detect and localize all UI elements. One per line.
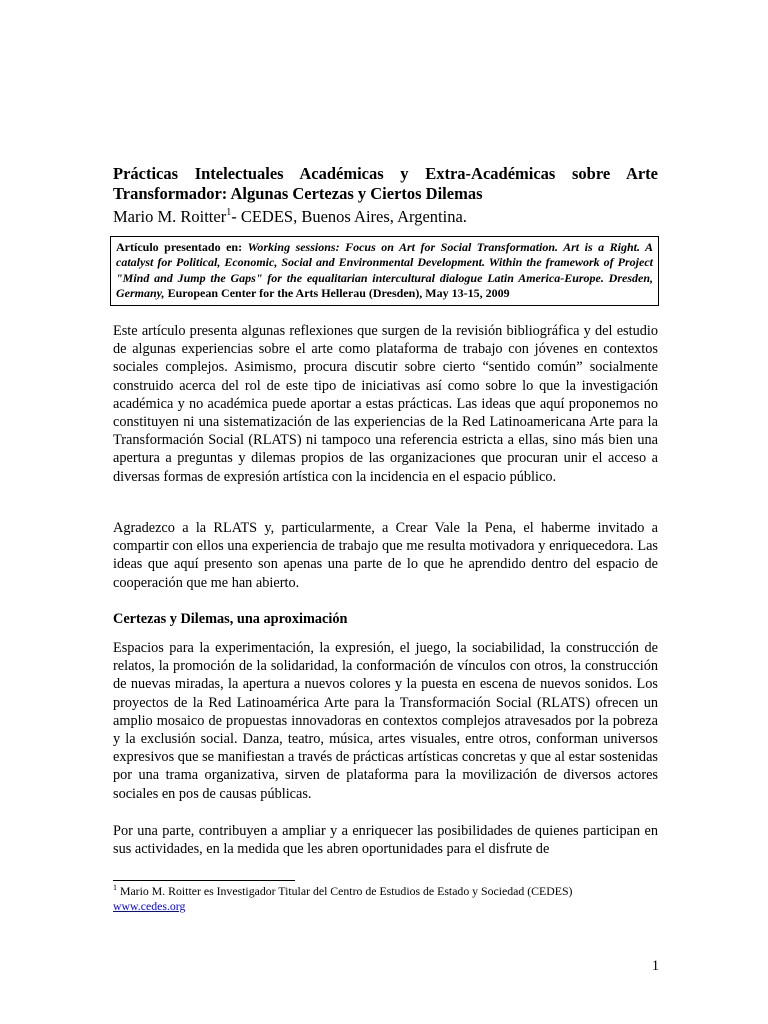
document-title: Prácticas Intelectuales Académicas y Extra-Académicas sobre Arte Transformador: Algunas Certezas y Ciertos Dilemas [113,164,658,203]
author-footnote-mark[interactable]: 1 [226,207,232,218]
footnote-link[interactable]: www.cedes.org [113,899,186,913]
footnote-text: Mario M. Roitter es Investigador Titular del Centro de Estudios de Estado y Sociedad (CEDES) [117,884,573,898]
paragraph-spaces: Espacios para la experimentación, la expresión, el juego, la sociabilidad, la construcción de relatos, la promoción de la solidaridad, la conformación de vínculos con otros, la construcción de nuevas miradas, la apertura a nuevos colores y la puesta en escena de nuevos sonidos. Los proyectos de la Red Latinoamérica Arte para la Transformación Social (RLATS) ofrecen un amplio mosaico de propuestas innovadoras en contextos complejos atravesados por la pobreza y la exclusión social. Danza, teatro, música, artes visuales, entre otros, conforman universos expresivos que se manifiestan a través de prácticas artísticas concretas y que al estar sostenidas por una trama organizativa, sirven de plataforma para la movilización de diversos actores sociales en pos de causas públicas. [113,640,658,802]
note-venue: European Center for the Arts Hellerau (Dresden), May 13-15, 2009 [164,285,510,300]
note-label: Artículo presentado en: [116,240,248,254]
author-affiliation: - CEDES, Buenos Aires, Argentina. [231,207,467,226]
footnote [113,884,658,914]
author-name: Mario M. Roitter [113,207,227,226]
paragraph-contribution: Por una parte, contribuyen a ampliar y a enriquecer las posibilidades de quienes participan en sus actividades, en la medida que les abren oportunidades para el disfrute de [113,823,658,858]
paragraph-thanks: Agradezco a la RLATS y, particularmente, a Crear Vale la Pena, el haberme invitado a compartir con ellos una experiencia de trabajo que me resulta motivadora y enriquecedora. Las ideas que aquí presento son apenas una parte de lo que he aprendido dentro del espacio de cooperación que me han abierto. [113,520,658,591]
paragraph-intro: Este artículo presenta algunas reflexiones que surgen de la revisión bibliográfica y del estudio de algunas experiencias sobre el arte como plataforma de trabajo con jóvenes en contextos sociales complejos. Asimismo, procura discutir sobre cierto “sentido común” socialmente construido acerca del rol de este tipo de iniciativas así como sobre lo que la investigación académica y no académica puede aportar a estas prácticas. Las ideas que aquí proponemos no constituyen ni una sistematización de las experiencias de la Red Latinoamericana Arte para la Transformación Social (RLATS) ni tampoco una referencia estricta a ellas, sino más bien una apertura a preguntas y dilemas propios de las organizaciones que procuran unir el acceso a diversas formas de expresión artística con la incidencia en el espacio público. [113,323,658,485]
footnote-mark: 1 [113,883,117,892]
note-event: Working sessions: Focus on Art for Social Transformation. Art is a Right. A catalyst for Political, Economic, Social and Environmental Development. Within the framework of Project "Mind and Jump the Gaps" for the equalitarian intercultural dialogue Latin America-Europe. Dresden, Germany, [116,240,654,300]
author-line [113,207,658,227]
footnote-divider [113,880,295,881]
section-heading: Certezas y Dilemas, una aproximación [113,611,348,627]
presentation-note-box [110,236,659,306]
page-number: 1 [651,958,659,974]
